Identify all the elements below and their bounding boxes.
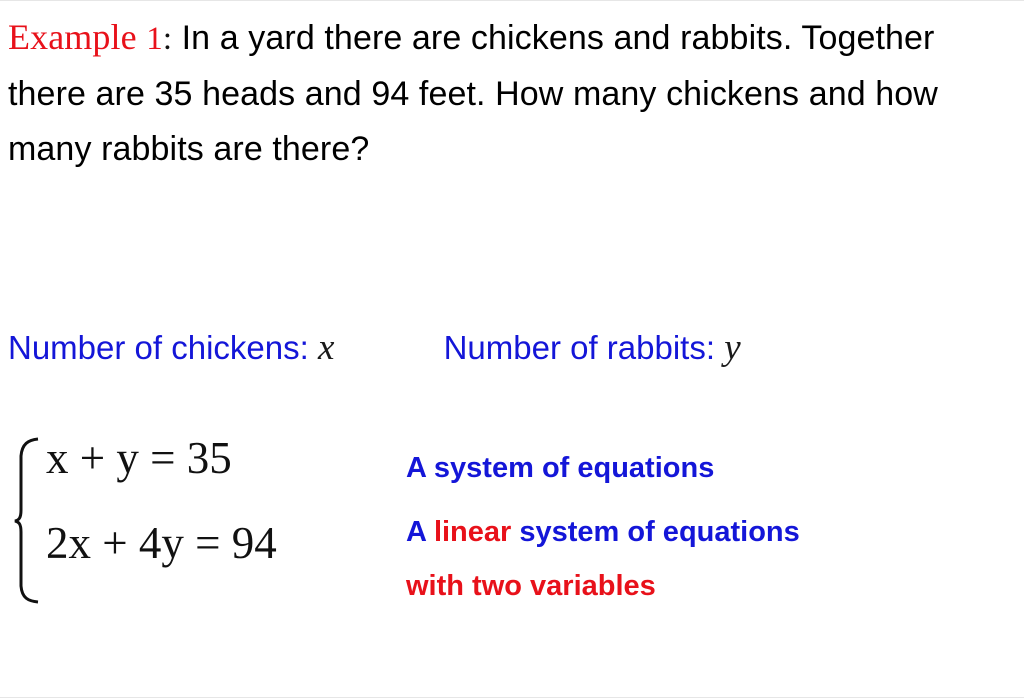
example-colon: : bbox=[162, 21, 173, 57]
equation-system bbox=[14, 432, 394, 602]
problem-text: In a yard there are chickens and rabbits. Together there are 35 heads and 94 feet. How many chickens and how many rabbits are there? bbox=[8, 19, 938, 168]
example-number: 1 bbox=[146, 21, 163, 57]
annotation-system-of-equations: A system of equations bbox=[406, 452, 715, 484]
equation-two: 2x + 4y = 94 bbox=[46, 518, 277, 568]
example-label: Example bbox=[8, 17, 137, 57]
problem-statement bbox=[8, 10, 1008, 177]
equation-one: x + y = 35 bbox=[46, 433, 232, 483]
chickens-variable: x bbox=[317, 327, 335, 368]
rabbits-label: Number of rabbits: bbox=[443, 329, 716, 366]
chickens-label: Number of chickens: bbox=[8, 329, 309, 366]
left-brace-icon bbox=[14, 436, 40, 604]
chickens-definition bbox=[8, 328, 334, 368]
annotation-two-variables: with two variables bbox=[406, 570, 656, 602]
rabbits-definition bbox=[444, 328, 741, 368]
annotation-linear-keyword: linear bbox=[433, 516, 512, 548]
variable-definitions bbox=[8, 328, 1018, 368]
annotation-linear-prefix: A bbox=[406, 516, 434, 548]
top-edge-rule bbox=[0, 0, 1024, 1]
annotation-linear-system bbox=[406, 514, 1006, 551]
annotation-linear-suffix: system of equations bbox=[511, 516, 800, 548]
rabbits-variable: y bbox=[724, 327, 741, 368]
